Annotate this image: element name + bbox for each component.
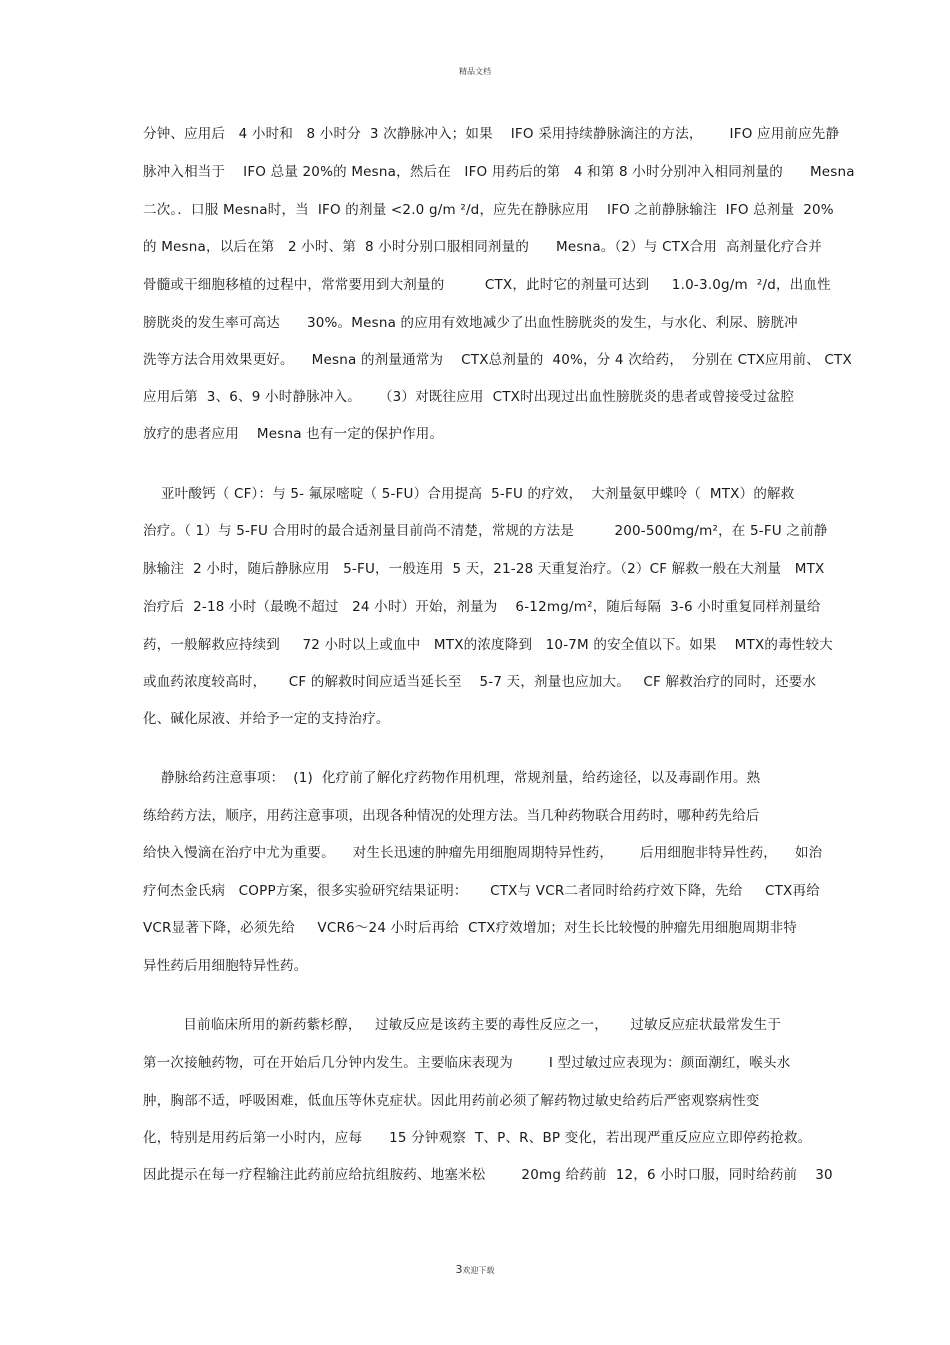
text-line: 的 Mesna，以后在第 2 小时、第 8 小时分别口服相同剂量的 Mesna。（2）与 CTX合用 高剂量化疗合并	[143, 239, 822, 255]
text-line: 应用后第 3、6、9 小时静脉冲入。 （3）对既往应用 CTX时出现过出血性膀胱炎的患者或曾接受过盆腔	[143, 389, 795, 405]
text-line: 膀胱炎的发生率可高达 30%。Mesna 的应用有效地减少了出血性膀胱炎的发生，与水化、利尿、膀胱冲	[143, 315, 798, 331]
text-line: 化、碱化尿液、并给予一定的支持治疗。	[143, 711, 390, 727]
text-line: 疗何杰金氏病 COPP方案，很多实验研究结果证明： CTX与 VCR二者同时给药疗效下降，先给 CTX再给	[143, 883, 820, 899]
text-line: 目前临床所用的新药紫杉醇， 过敏反应是该药主要的毒性反应之一， 过敏反应症状最常发生于	[143, 1017, 782, 1033]
text-line: 因此提示在每一疗程输注此药前应给抗组胺药、地塞米松 20mg 给药前 12，6 小时口服，同时给药前 30	[143, 1167, 833, 1183]
text-line: 洗等方法合用效果更好。 Mesna 的剂量通常为 CTX总剂量的 40%，分 4 次给药， 分别在 CTX应用前、 CTX	[143, 352, 852, 368]
text-line: 分钟、应用后 4 小时和 8 小时分 3 次静脉冲入；如果 IFO 采用持续静脉滴注的方法， IFO 应用前应先静	[143, 126, 840, 142]
text-line: 放疗的患者应用 Mesna 也有一定的保护作用。	[143, 426, 444, 442]
text-line: 或血药浓度较高时， CF 的解救时间应适当延长至 5-7 天，剂量也应加大。 CF 解救治疗的同时，还要水	[143, 674, 817, 690]
text-line: 脉输注 2 小时，随后静脉应用 5-FU，一般连用 5 天，21-28 天重复治疗。（2）CF 解救一般在大剂量 MTX	[143, 561, 825, 577]
text-line: 练给药方法，顺序，用药注意事项，出现各种情况的处理方法。当几种药物联合用药时，哪种药先给后	[143, 808, 760, 824]
text-line: 治疗。（ 1）与 5-FU 合用时的最合适剂量目前尚不清楚，常规的方法是 200-500mg/m²，在 5-FU 之前静	[143, 523, 828, 539]
footer-text: 欢迎下载	[462, 1266, 495, 1275]
page-header: 精品文档	[459, 67, 491, 76]
text-line: 骨髓或干细胞移植的过程中，常常要用到大剂量的 CTX，此时它的剂量可达到 1.0-3.0g/m ²/d，出血性	[143, 277, 831, 293]
text-line: 异性药后用细胞特异性药。	[143, 958, 308, 974]
page-number: 3	[455, 1263, 463, 1276]
text-line: 第一次接触药物，可在开始后几分钟内发生。主要临床表现为 Ⅰ 型过敏过应表现为：颜面潮红，喉头水	[143, 1055, 791, 1071]
text-line: 静脉给药注意事项： (1) 化疗前了解化疗药物作用机理，常规剂量，给药途径，以及毒副作用。熟	[143, 770, 761, 786]
text-line: 治疗后 2-18 小时（最晚不超过 24 小时）开始，剂量为 6-12mg/m²，随后每隔 3-6 小时重复同样剂量给	[143, 599, 821, 615]
text-line: 亚叶酸钙（ CF）：与 5- 氟尿嘧啶（ 5-FU）合用提高 5-FU 的疗效， 大剂量氨甲蝶呤（ MTX）的解救	[143, 486, 795, 502]
text-line: 化，特别是用药后第一小时内，应每 15 分钟观察 T、P、R、BP 变化，若出现严重反应应立即停药抢救。	[143, 1130, 812, 1146]
page-footer	[0, 1263, 950, 1276]
text-line: 给快入慢滴在治疗中尤为重要。 对生长迅速的肿瘤先用细胞周期特异性药， 后用细胞非特异性药， 如治	[143, 845, 823, 861]
text-line: 药，一般解救应持续到 72 小时以上或血中 MTX的浓度降到 10-7M 的安全值以下。如果 MTX的毒性较大	[143, 637, 833, 653]
text-line: 肿，胸部不适，呼吸困难，低血压等休克症状。因此用药前必须了解药物过敏史给药后严密观察病性变	[143, 1093, 760, 1109]
text-line: 脉冲入相当于 IFO 总量 20%的 Mesna，然后在 IFO 用药后的第 4 和第 8 小时分别冲入相同剂量的 Mesna	[143, 164, 855, 180]
text-line: 二次。．口服 Mesna时，当 IFO 的剂量 <2.0 g/m ²/d，应先在静脉应用 IFO 之前静脉输注 IFO 总剂量 20%	[143, 202, 834, 218]
text-line: VCR显著下降，必须先给 VCR6～24 小时后再给 CTX疗效增加；对生长比较慢的肿瘤先用细胞周期非特	[143, 920, 797, 936]
